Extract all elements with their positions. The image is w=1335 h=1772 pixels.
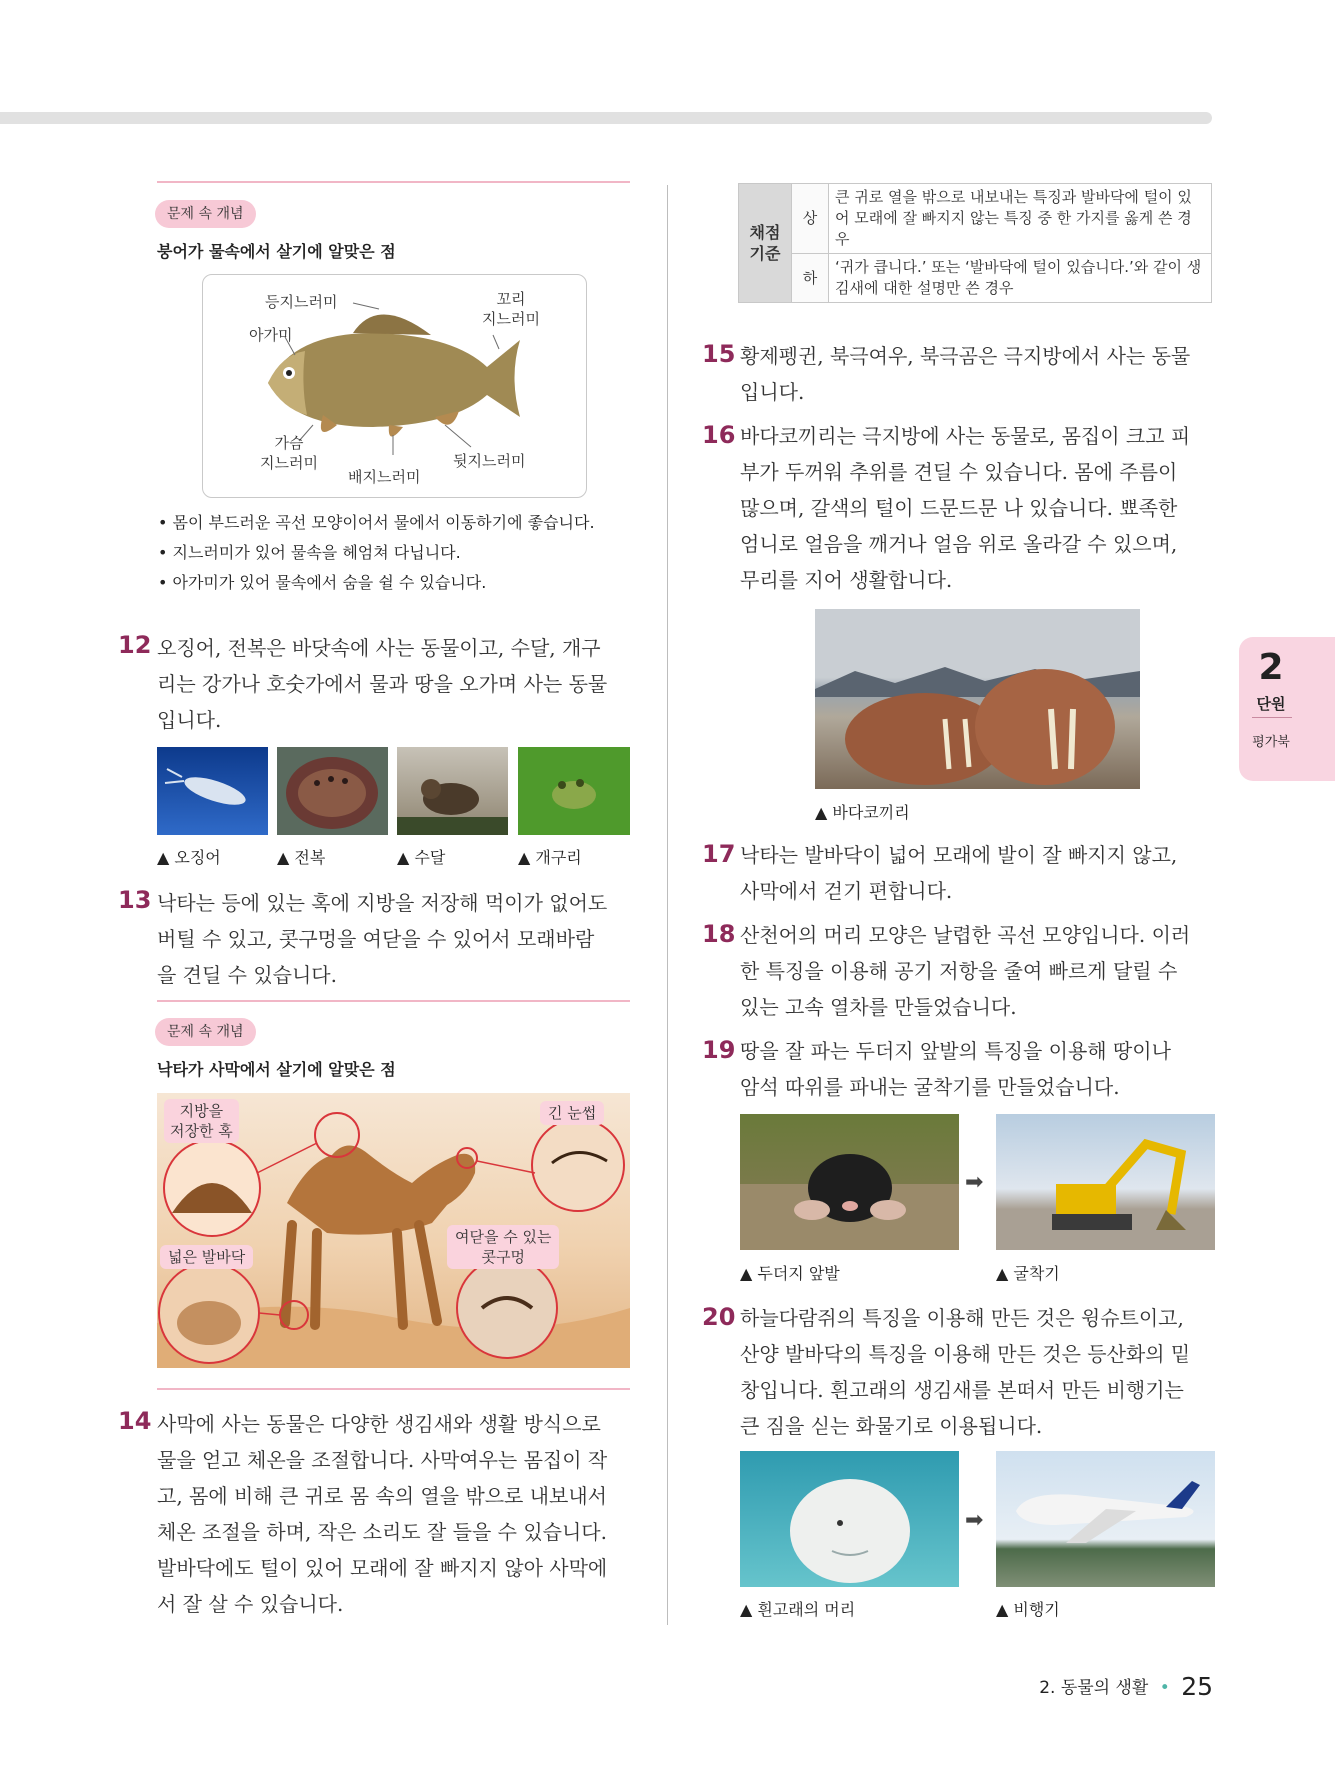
arrow-icon: ➡: [965, 1508, 984, 1533]
unit-side-tab: [1239, 637, 1335, 781]
label-wide-feet: 넓은 발바닥: [160, 1245, 253, 1269]
caption: ▲ 두더지 앞발: [740, 1264, 840, 1283]
question-number: 13: [118, 886, 152, 914]
book-label: 평가북: [1252, 735, 1290, 750]
answer-text: 낙타는 발바닥이 넓어 모래에 발이 잘 빠지지 않고, 사막에서 걷기 편합니다.: [740, 843, 1178, 903]
concept-title: 붕어가 물속에서 살기에 알맞은 점: [157, 242, 396, 261]
question-number: 16: [702, 421, 736, 449]
label-pelvic-fin: 배지느러미: [348, 468, 421, 486]
photo-walrus: [815, 609, 1140, 789]
section-divider: [157, 181, 630, 183]
answer-text: 황제펭귄, 북극여우, 북극곰은 극지방에서 사는 동물 입니다.: [740, 344, 1191, 404]
unit-number: 2: [1258, 647, 1284, 688]
fish-diagram: [202, 274, 587, 498]
unit-divider: [1252, 717, 1292, 718]
caption: ▲ 굴착기: [996, 1264, 1060, 1283]
caption: ▲ 개구리: [518, 848, 582, 867]
top-bar: [0, 112, 1212, 124]
photo-abalone: [277, 747, 388, 835]
answer-text: 산천어의 머리 모양은 날렵한 곡선 모양입니다. 이러 한 특징을 이용해 공기 저항을 줄여 빠르게 달릴 수 있는 고속 열차를 만들었습니다.: [740, 923, 1191, 1019]
question-number: 14: [118, 1407, 152, 1435]
rubric-criteria: 큰 귀로 열을 밖으로 내보내는 특징과 발바닥에 털이 있어 모래에 잘 빠지지 않는 특징 중 한 가지를 옳게 쓴 경우: [829, 184, 1212, 254]
label-gill: 아가미: [249, 326, 293, 344]
caption: ▲ 수달: [397, 848, 446, 867]
photo-frog: [518, 747, 630, 835]
rubric-grade: 상: [792, 184, 829, 254]
section-divider: [157, 1388, 630, 1390]
answer-text: 땅을 잘 파는 두더지 앞발의 특징을 이용해 땅이나 암석 따위를 파내는 굴착기를 만들었습니다.: [740, 1039, 1171, 1099]
bullet-item: • 몸이 부드러운 곡선 모양이어서 물에서 이동하기에 좋습니다.: [158, 513, 595, 532]
rubric-header: 채점 기준: [739, 184, 792, 303]
caption: ▲ 흰고래의 머리: [740, 1600, 856, 1619]
question-number: 20: [702, 1303, 736, 1331]
chapter-title: 2. 동물의 생활: [1039, 1678, 1149, 1698]
photo-squid: [157, 747, 268, 835]
answer-text: 낙타는 등에 있는 혹에 지방을 저장해 먹이가 없어도 버틸 수 있고, 콧구멍을 여닫을 수 있어서 모래바람 을 견딜 수 있습니다.: [157, 891, 608, 987]
scoring-rubric: [738, 183, 1212, 303]
concept-title: 낙타가 사막에서 살기에 알맞은 점: [157, 1060, 396, 1079]
concept-badge: 문제 속 개념: [155, 200, 256, 228]
caption: ▲ 오징어: [157, 848, 221, 867]
label-hump: 지방을 저장한 혹: [164, 1099, 239, 1143]
photo-mole: [740, 1114, 959, 1250]
answer-text: 바다코끼리는 극지방에 사는 동물로, 몸집이 크고 피 부가 두꺼워 추위를 견딜 수 있습니다. 몸에 주름이 많으며, 갈색의 털이 드문드문 나 있습니다. 뾰족한 엄니로 얼음을 깨거나 얼음 위로 올라갈 수 있으며, 무리를 지어 생활합니다.: [740, 424, 1191, 592]
camel-diagram: [157, 1093, 630, 1368]
label-pectoral-fin: 가슴 지느러미: [260, 434, 318, 472]
label-nostrils: 여닫을 수 있는 콧구멍: [447, 1225, 559, 1269]
concept-bullets: [158, 508, 595, 598]
answer-text: 하늘다람쥐의 특징을 이용해 만든 것은 윙슈트이고, 산양 발바닥의 특징을 이용해 만든 것은 등산화의 밑 창입니다. 흰고래의 생김새를 본떠서 만든 비행기는 큰 짐을 싣는 화물기로 이용됩니다.: [740, 1306, 1191, 1438]
unit-label: 단원: [1256, 695, 1286, 713]
photo-beluga: [740, 1451, 959, 1587]
column-divider: [667, 185, 668, 1625]
bullet-item: • 아가미가 있어 물속에서 숨을 쉴 수 있습니다.: [158, 573, 487, 592]
rubric-criteria: ‘귀가 큽니다.’ 또는 ‘발바닥에 털이 있습니다.’와 같이 생김새에 대한 설명만 쓴 경우: [829, 254, 1212, 303]
label-anal-fin: 뒷지느러미: [453, 452, 526, 470]
page-number: 25: [1181, 1672, 1213, 1701]
section-divider: [157, 1000, 630, 1002]
question-number: 18: [702, 920, 736, 948]
photo-otter: [397, 747, 508, 835]
answer-text: 오징어, 전복은 바닷속에 사는 동물이고, 수달, 개구 리는 강가나 호숫가에서 물과 땅을 오가며 사는 동물 입니다.: [157, 636, 608, 732]
question-number: 17: [702, 840, 736, 868]
photo-airplane: [996, 1451, 1215, 1587]
photo-excavator: [996, 1114, 1215, 1250]
label-tail-fin: 꼬리 지느러미: [482, 290, 540, 328]
answer-text: 사막에 사는 동물은 다양한 생김새와 생활 방식으로 물을 얻고 체온을 조절합니다. 사막여우는 몸집이 작 고, 몸에 비해 큰 귀로 몸 속의 열을 밖으로 내보내서 체온 조절을 하며, 작은 소리도 잘 들을 수 있습니다. 발바닥에도 털이 있어 모래에 잘 빠지지 않아 사막에 서 잘 살 수 있습니다.: [157, 1412, 608, 1616]
question-number: 12: [118, 631, 152, 659]
caption: ▲ 전복: [277, 848, 326, 867]
rubric-grade: 하: [792, 254, 829, 303]
question-number: 15: [702, 340, 736, 368]
arrow-icon: ➡: [965, 1170, 984, 1195]
label-eyelashes: 긴 눈썹: [540, 1101, 604, 1125]
caption: ▲ 바다코끼리: [815, 803, 910, 822]
question-number: 19: [702, 1036, 736, 1064]
footer-dot: •: [1159, 1678, 1170, 1698]
page-footer: [1039, 1672, 1213, 1701]
bullet-item: • 지느러미가 있어 물속을 헤엄쳐 다닙니다.: [158, 543, 461, 562]
label-dorsal-fin: 등지느러미: [265, 293, 338, 311]
concept-badge: 문제 속 개념: [155, 1018, 256, 1046]
caption: ▲ 비행기: [996, 1600, 1060, 1619]
